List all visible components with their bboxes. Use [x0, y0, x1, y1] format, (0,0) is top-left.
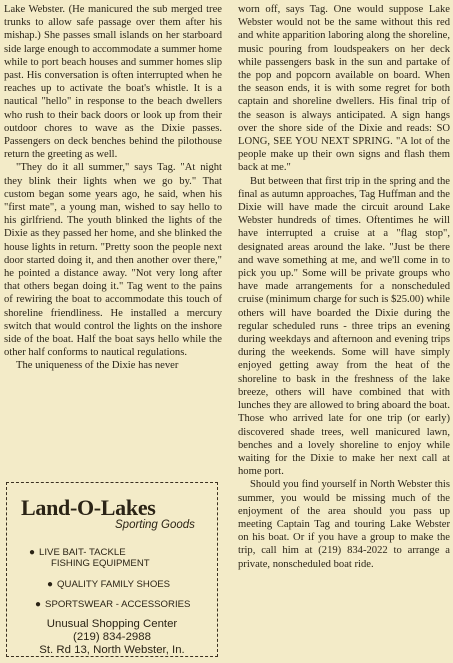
bullet-icon: ● — [29, 547, 36, 558]
ad-item-text: SPORTSWEAR - ACCESSORIES — [45, 599, 191, 610]
ad-item-text: QUALITY FAMILY SHOES — [57, 579, 171, 590]
ad-brand-name: Land-O-Lakes — [21, 495, 156, 520]
ad-item — [47, 579, 170, 590]
ad-tagline: Unusual Shopping Center — [46, 618, 178, 630]
ad-item-text: LIVE BAIT- TACKLE — [39, 547, 126, 558]
ad-address: St. Rd 13, North Webster, In. — [39, 644, 185, 656]
article-paragraph: worn off, says Tag. One would suppose Lake Webster would not be the same without this red and white apparition laboring along the shoreline, music pouring from loudspeakers on her deck while passengers bask in the sun and partake of the pop and popcorn available on board. When the season ends, it is with some regret for both captain and shoreline dwellers. His final trip of the season is always anticipated. A sign hangs over the shore side of the Dixie and reads: SO LONG, SEE YOU NEXT SPRING. "A lot of the people make up their own signs and flash them back at me." — [238, 4, 450, 174]
ad-item — [35, 599, 190, 610]
ad-phone: (219) 834-2988 — [73, 631, 151, 643]
ad-item-continued — [51, 558, 150, 569]
article-paragraph: But between that first trip in the spring and the final as autumn approaches, Tag Huffman and the Dixie will have made the circuit around Lake Webster hundreds of times. Oftentimes he will have interrupted a cruise at a "flag stop", designated areas around the lake. "Just be there and wave something at me, and we'll come in to pick you up." Some will be private groups who have made arrangements for a nonscheduled cruise (minimum charge for such is $25.00) while others will have boarded the Dixie during the regular scheduled runs - three trips an evening during weekdays and afternoon and evening trips during the weekends. Some will have simply enjoyed getting away from the heat of the shoreline to bask in the freshness of the lake breeze, others will have combined that with lunches they are allowed to bring aboard the boat. Those who arrived late for one trip (or early) discovered shade trees, well manicured lawn, benches and a lovely shoreline to enjoy while waiting for the Dixie to make her next call at home port. — [238, 175, 450, 478]
article-column-right — [238, 3, 450, 571]
bullet-icon: ● — [47, 579, 54, 590]
ad-item-text: FISHING EQUIPMENT — [51, 558, 150, 569]
bullet-icon: ● — [35, 599, 42, 610]
advertisement-box — [6, 482, 218, 657]
article-column-left — [4, 3, 222, 373]
ad-subtitle: Sporting Goods — [115, 519, 195, 531]
article-paragraph: Lake Webster. (He manicured the sub merged tree trunks to allow safe passage over them after his mishap.) She passes small islands on her starboard side large enough to accommodate a summer home while to port beach houses and summer homes slip past. His conversation is often interrupted when he reaches up to activate the boat's whistle. It is a nautical "hello" in response to the beach dwellers who rush to their back doors or look up from their outdoor chores to wave as the Dixie passes. Passengers on deck benches behind the pilothouse return the greeting as well. — [4, 4, 222, 161]
article-paragraph: "They do it all summer," says Tag. "At night they blink their lights when we go by." That custom began some years ago, he said, when his "first mate", a young man, wished to say hello to his girlfriend. The youth blinked the lights of the Dixie as they passed her home, and she blinked the house lights in return. "Pretty soon the people next door started doing it, and then another over there," he pointed a distance away. "Not very long after that others began doing it." Tag went to the pains of rewiring the boat to accommodate this touch of shoreline friendliness. He installed a mercury switch that would control the lights on the inshore side of the boat. Half the boat says hello while the other half conforms to nautical regulations. — [4, 162, 222, 359]
article-paragraph: Should you find yourself in North Webster this summer, you would be missing much of the enjoyment of the area should you pass up meeting Captain Tag and touring Lake Webster on his boat. Or if you have a group to make the trip, call him at (219) 834-2022 to arrange a private, nonscheduled boat ride. — [238, 479, 450, 570]
ad-item — [29, 547, 126, 558]
article-paragraph: The uniqueness of the Dixie has never — [16, 360, 179, 372]
